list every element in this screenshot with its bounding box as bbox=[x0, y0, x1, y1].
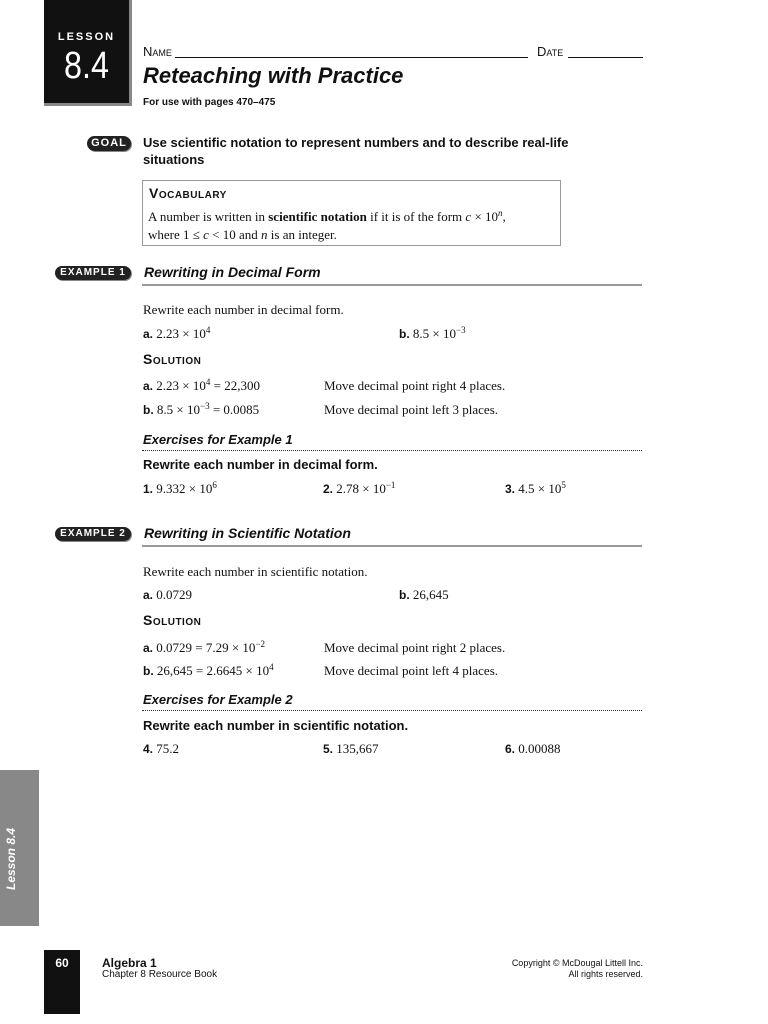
footer-book-title: Algebra 1 bbox=[102, 956, 157, 970]
vocab-text-part: , bbox=[502, 209, 506, 224]
item-label: b. bbox=[143, 664, 154, 678]
example2-item-b bbox=[399, 587, 449, 603]
example1-exercises-instruction: Rewrite each number in decimal form. bbox=[143, 457, 378, 472]
item-label: a. bbox=[143, 327, 154, 341]
item-value: 75.2 bbox=[156, 741, 180, 756]
item-base: 26,645 = 2.6645 × 10 bbox=[156, 663, 270, 678]
date-label: Date bbox=[537, 44, 564, 59]
goal-badge: GOAL bbox=[87, 136, 131, 151]
name-field[interactable] bbox=[175, 45, 528, 58]
example1-title: Rewriting in Decimal Form bbox=[144, 264, 321, 280]
item-exp: −3 bbox=[456, 325, 466, 335]
side-tab-label: Lesson 8.4 bbox=[4, 827, 18, 890]
page-subtitle: For use with pages 470–475 bbox=[143, 97, 276, 108]
item-value: 26,645 bbox=[412, 587, 449, 602]
item-label: 4. bbox=[143, 742, 154, 756]
item-base: 8.5 × 10 bbox=[156, 402, 201, 417]
item-base: 2.23 × 10 bbox=[156, 378, 206, 393]
item-label: a. bbox=[143, 379, 154, 393]
item-base: 9.332 × 10 bbox=[156, 481, 213, 496]
item-exp: 6 bbox=[212, 480, 217, 490]
exercise-2 bbox=[323, 481, 395, 497]
item-label: 5. bbox=[323, 742, 334, 756]
vocabulary-text bbox=[148, 208, 553, 244]
item-label: b. bbox=[399, 327, 410, 341]
item-label: 2. bbox=[323, 482, 334, 496]
item-exp: 4 bbox=[205, 377, 211, 387]
example2-rule bbox=[142, 545, 642, 547]
item-result: = 22,300 bbox=[210, 378, 260, 393]
item-exp: −3 bbox=[200, 401, 210, 411]
lesson-badge bbox=[44, 0, 132, 106]
example1-solution-b-note: Move decimal point left 3 places. bbox=[324, 402, 499, 417]
example2-badge: EXAMPLE 2 bbox=[55, 527, 131, 541]
vocab-text-part: < 10 and bbox=[208, 227, 262, 242]
page-number: 60 bbox=[55, 956, 69, 970]
vocab-text-part: is an integer. bbox=[267, 227, 337, 242]
item-label: 6. bbox=[505, 742, 516, 756]
item-label: b. bbox=[399, 588, 410, 602]
item-base: 2.23 × 10 bbox=[156, 326, 206, 341]
example1-solution-a bbox=[143, 378, 260, 394]
example1-solution-heading: Solution bbox=[143, 351, 202, 367]
lesson-number: 8.4 bbox=[64, 45, 109, 87]
exercise-5 bbox=[323, 741, 379, 757]
item-label: a. bbox=[143, 588, 154, 602]
example1-exercises-rule bbox=[142, 450, 642, 451]
vocabulary-box bbox=[142, 180, 561, 246]
item-value: 135,667 bbox=[336, 741, 379, 756]
vocab-text-part: × 10 bbox=[471, 209, 499, 224]
copyright-line-1: Copyright © McDougal Littell Inc. bbox=[511, 958, 643, 968]
vocab-var-c: c bbox=[203, 227, 209, 242]
item-base: 2.78 × 10 bbox=[336, 481, 386, 496]
example1-item-a bbox=[143, 326, 210, 342]
lesson-label: LESSON bbox=[57, 31, 116, 43]
item-label: 3. bbox=[505, 482, 516, 496]
exercise-4 bbox=[143, 741, 179, 757]
item-base: 0.0729 = 7.29 × 10 bbox=[156, 640, 256, 655]
example2-solution-a bbox=[143, 640, 265, 656]
example2-instruction: Rewrite each number in scientific notation. bbox=[143, 564, 368, 579]
vocab-exp-n: n bbox=[498, 208, 503, 218]
example1-item-b bbox=[399, 326, 466, 342]
side-tab bbox=[0, 770, 39, 926]
copyright-line-2: All rights reserved. bbox=[568, 969, 643, 979]
item-exp: −2 bbox=[255, 639, 266, 649]
vocab-text-part: where 1 ≤ bbox=[148, 227, 204, 242]
vocab-text-part: A number is written in bbox=[148, 209, 269, 224]
item-label: a. bbox=[143, 641, 154, 655]
example2-exercises-instruction: Rewrite each number in scientific notation. bbox=[143, 718, 409, 733]
footer-chapter: Chapter 8 Resource Book bbox=[102, 969, 218, 980]
example2-solution-heading: Solution bbox=[143, 612, 202, 628]
example2-exercises-rule bbox=[142, 710, 642, 711]
vocab-var-c: c bbox=[465, 209, 472, 224]
example1-solution-a-note: Move decimal point right 4 places. bbox=[324, 378, 506, 393]
page-number-box bbox=[44, 950, 80, 1014]
exercise-1 bbox=[143, 481, 217, 497]
item-exp: 4 bbox=[205, 325, 211, 335]
date-field[interactable] bbox=[568, 45, 643, 58]
vocab-text-part: if it is of the form bbox=[366, 209, 466, 224]
item-base: 4.5 × 10 bbox=[518, 481, 562, 496]
vocab-var-n: n bbox=[261, 227, 268, 242]
example1-badge: EXAMPLE 1 bbox=[55, 266, 131, 280]
item-exp: −1 bbox=[385, 480, 396, 490]
exercise-3 bbox=[505, 481, 566, 497]
item-exp: 5 bbox=[561, 480, 566, 490]
example1-solution-b bbox=[143, 402, 259, 418]
vocab-term: scientific notation bbox=[268, 209, 367, 224]
item-exp: 4 bbox=[269, 662, 274, 672]
example2-item-a bbox=[143, 587, 192, 603]
item-base: 8.5 × 10 bbox=[412, 326, 457, 341]
example2-solution-b bbox=[143, 663, 274, 679]
example1-instruction: Rewrite each number in decimal form. bbox=[143, 302, 344, 317]
example2-solution-b-note: Move decimal point left 4 places. bbox=[324, 663, 499, 678]
goal-text: Use scientific notation to represent numbers and to describe real-life situations bbox=[143, 135, 569, 167]
example2-title: Rewriting in Scientific Notation bbox=[144, 525, 351, 541]
page-title: Reteaching with Practice bbox=[143, 63, 404, 88]
name-label: Name bbox=[143, 44, 172, 59]
item-label: 1. bbox=[143, 482, 154, 496]
item-value: 0.0729 bbox=[156, 587, 193, 602]
exercise-6 bbox=[505, 741, 561, 757]
item-label: b. bbox=[143, 403, 154, 417]
vocabulary-heading: Vocabulary bbox=[149, 185, 227, 201]
example1-rule bbox=[142, 284, 642, 286]
example1-exercises-title: Exercises for Example 1 bbox=[143, 432, 293, 447]
item-value: 0.00088 bbox=[518, 741, 561, 756]
item-result: = 0.0085 bbox=[209, 402, 260, 417]
example2-solution-a-note: Move decimal point right 2 places. bbox=[324, 640, 506, 655]
footer-copyright bbox=[512, 958, 643, 980]
example2-exercises-title: Exercises for Example 2 bbox=[143, 692, 293, 707]
